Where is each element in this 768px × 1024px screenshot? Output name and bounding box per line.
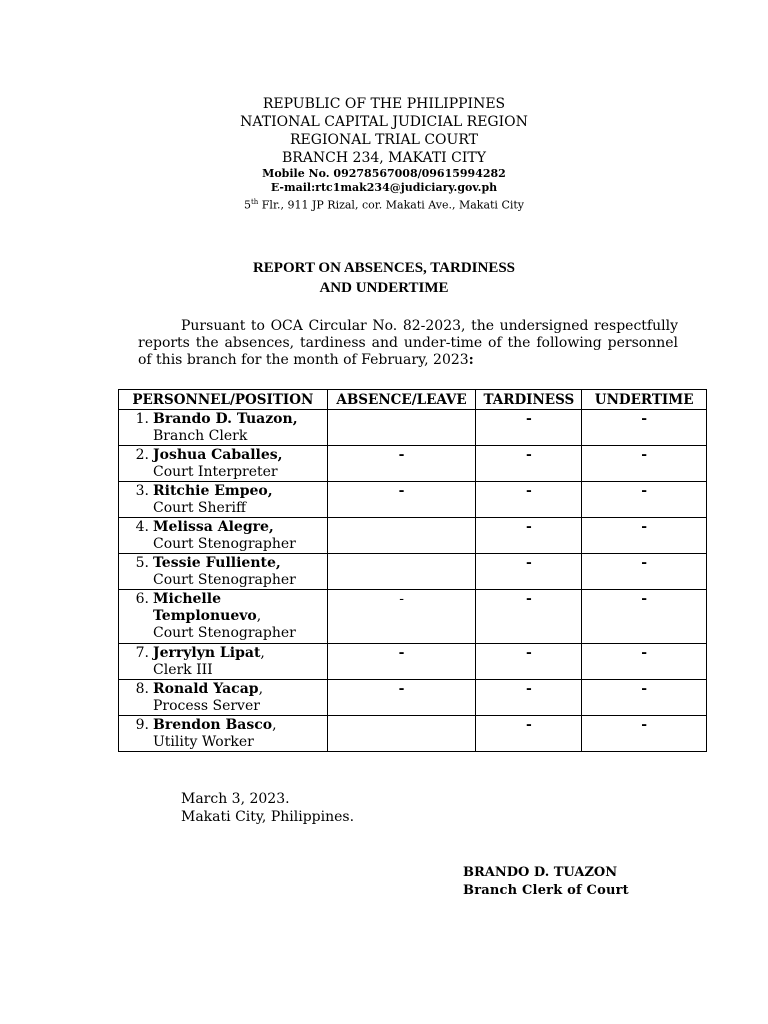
row-number: 5. xyxy=(135,555,149,571)
absence-cell: - xyxy=(327,482,476,518)
tardiness-cell: - xyxy=(476,410,582,446)
undertime-cell: - xyxy=(582,644,707,680)
tardiness-cell: - xyxy=(476,554,582,590)
personnel-position: Clerk III xyxy=(153,662,213,678)
row-number: 1. xyxy=(135,411,149,427)
header-absence-leave: ABSENCE/LEAVE xyxy=(327,390,476,410)
personnel-position: Court Stenographer xyxy=(153,536,296,552)
undertime-cell: - xyxy=(582,518,707,554)
intro-text: Pursuant to OCA Circular No. 82-2023, the undersigned respectfully reports the absences, tardiness and under-time of the following personnel of this branch for the month of February, 2023 xyxy=(138,318,678,368)
tardiness-cell: - xyxy=(476,644,582,680)
table-row xyxy=(119,716,707,752)
row-number: 9. xyxy=(135,717,149,733)
personnel-name: Ronald Yacap xyxy=(153,681,259,697)
personnel-cell xyxy=(119,410,328,446)
undertime-cell: - xyxy=(582,482,707,518)
table-row xyxy=(119,482,707,518)
letterhead-republic: REPUBLIC OF THE PHILIPPINES xyxy=(262,96,506,112)
personnel-position: Court Sheriff xyxy=(153,500,246,516)
absence-cell: - xyxy=(327,446,476,482)
intro-paragraph xyxy=(138,318,678,369)
personnel-cell xyxy=(119,554,328,590)
tardiness-cell: - xyxy=(476,446,582,482)
table-row xyxy=(119,446,707,482)
report-place: Makati City, Philippines. xyxy=(181,809,355,825)
absence-cell xyxy=(327,554,476,590)
row-number: 6. xyxy=(135,591,149,607)
table-row xyxy=(119,554,707,590)
personnel-name: Joshua Caballes, xyxy=(153,447,283,463)
signatory-role: Branch Clerk of Court xyxy=(463,883,629,898)
date-block xyxy=(181,790,354,826)
personnel-cell xyxy=(119,482,328,518)
table-header-row xyxy=(119,390,707,410)
table-row xyxy=(119,590,707,644)
absence-cell: - xyxy=(327,644,476,680)
personnel-name: Brendon Basco xyxy=(153,717,273,733)
undertime-cell: - xyxy=(582,716,707,752)
address-street: Flr., 911 JP Rizal, cor. Makati Ave., Makati City xyxy=(258,198,525,212)
tardiness-cell: - xyxy=(476,518,582,554)
undertime-cell: - xyxy=(582,590,707,644)
undertime-cell: - xyxy=(582,680,707,716)
personnel-name: Brando D. Tuazon, xyxy=(153,411,298,427)
report-title-line1: REPORT ON ABSENCES, TARDINESS xyxy=(252,260,516,276)
report-title-line2: AND UNDERTIME xyxy=(319,280,449,296)
personnel-position: Branch Clerk xyxy=(153,428,248,444)
undertime-cell: - xyxy=(582,410,707,446)
row-number: 4. xyxy=(135,519,149,535)
table-row xyxy=(119,518,707,554)
personnel-name: Jerrylyn Lipat xyxy=(153,645,261,661)
name-suffix: , xyxy=(260,645,265,661)
address-floor-suffix: th xyxy=(250,198,259,206)
personnel-name: Tessie Fulliente, xyxy=(153,555,281,571)
undertime-cell: - xyxy=(582,446,707,482)
name-suffix: , xyxy=(272,717,277,733)
table-row xyxy=(119,680,707,716)
absence-cell: - xyxy=(327,590,476,644)
letterhead xyxy=(0,95,768,213)
personnel-cell xyxy=(119,446,328,482)
tardiness-cell: - xyxy=(476,716,582,752)
letterhead-email: E-mail:rtc1mak234@judiciary.gov.ph xyxy=(270,181,498,194)
signature-block xyxy=(463,864,629,900)
row-number: 2. xyxy=(135,447,149,463)
report-date: March 3, 2023. xyxy=(181,791,290,807)
personnel-position: Court Stenographer xyxy=(153,625,296,641)
personnel-cell xyxy=(119,716,328,752)
personnel-name: Ritchie Empeo, xyxy=(153,483,273,499)
undertime-cell: - xyxy=(582,554,707,590)
personnel-position: Court Stenographer xyxy=(153,572,296,588)
personnel-name: Michelle xyxy=(153,591,221,607)
personnel-position: Utility Worker xyxy=(153,734,254,750)
personnel-name: Melissa Alegre, xyxy=(153,519,274,535)
row-number: 7. xyxy=(135,645,149,661)
letterhead-address xyxy=(0,195,768,213)
personnel-cell xyxy=(119,680,328,716)
table-row xyxy=(119,644,707,680)
letterhead-court: REGIONAL TRIAL COURT xyxy=(290,132,478,148)
personnel-name-continued: Templonuevo xyxy=(153,608,257,624)
personnel-cell xyxy=(119,644,328,680)
header-tardiness: TARDINESS xyxy=(476,390,582,410)
letterhead-branch: BRANCH 234, MAKATI CITY xyxy=(281,150,486,166)
absence-cell: - xyxy=(327,680,476,716)
report-title xyxy=(0,258,768,298)
letterhead-mobile: Mobile No. 09278567008/09615994282 xyxy=(262,167,506,180)
personnel-table xyxy=(118,389,707,752)
letterhead-region: NATIONAL CAPITAL JUDICIAL REGION xyxy=(240,114,528,130)
personnel-position: Process Server xyxy=(153,698,260,714)
absence-cell xyxy=(327,410,476,446)
signatory-name: BRANDO D. TUAZON xyxy=(463,865,618,880)
tardiness-cell: - xyxy=(476,482,582,518)
header-undertime: UNDERTIME xyxy=(582,390,707,410)
intro-colon: : xyxy=(468,352,474,368)
absence-cell xyxy=(327,518,476,554)
row-number: 3. xyxy=(135,483,149,499)
absence-cell xyxy=(327,716,476,752)
name-suffix: , xyxy=(256,608,262,624)
name-suffix: , xyxy=(258,681,264,697)
header-personnel-position: PERSONNEL/POSITION xyxy=(119,390,328,410)
personnel-position: Court Interpreter xyxy=(153,464,278,480)
tardiness-cell: - xyxy=(476,590,582,644)
row-number: 8. xyxy=(135,681,149,697)
tardiness-cell: - xyxy=(476,680,582,716)
personnel-cell xyxy=(119,518,328,554)
address-floor-number: 5 xyxy=(243,198,251,212)
table-row xyxy=(119,410,707,446)
personnel-cell xyxy=(119,590,328,644)
